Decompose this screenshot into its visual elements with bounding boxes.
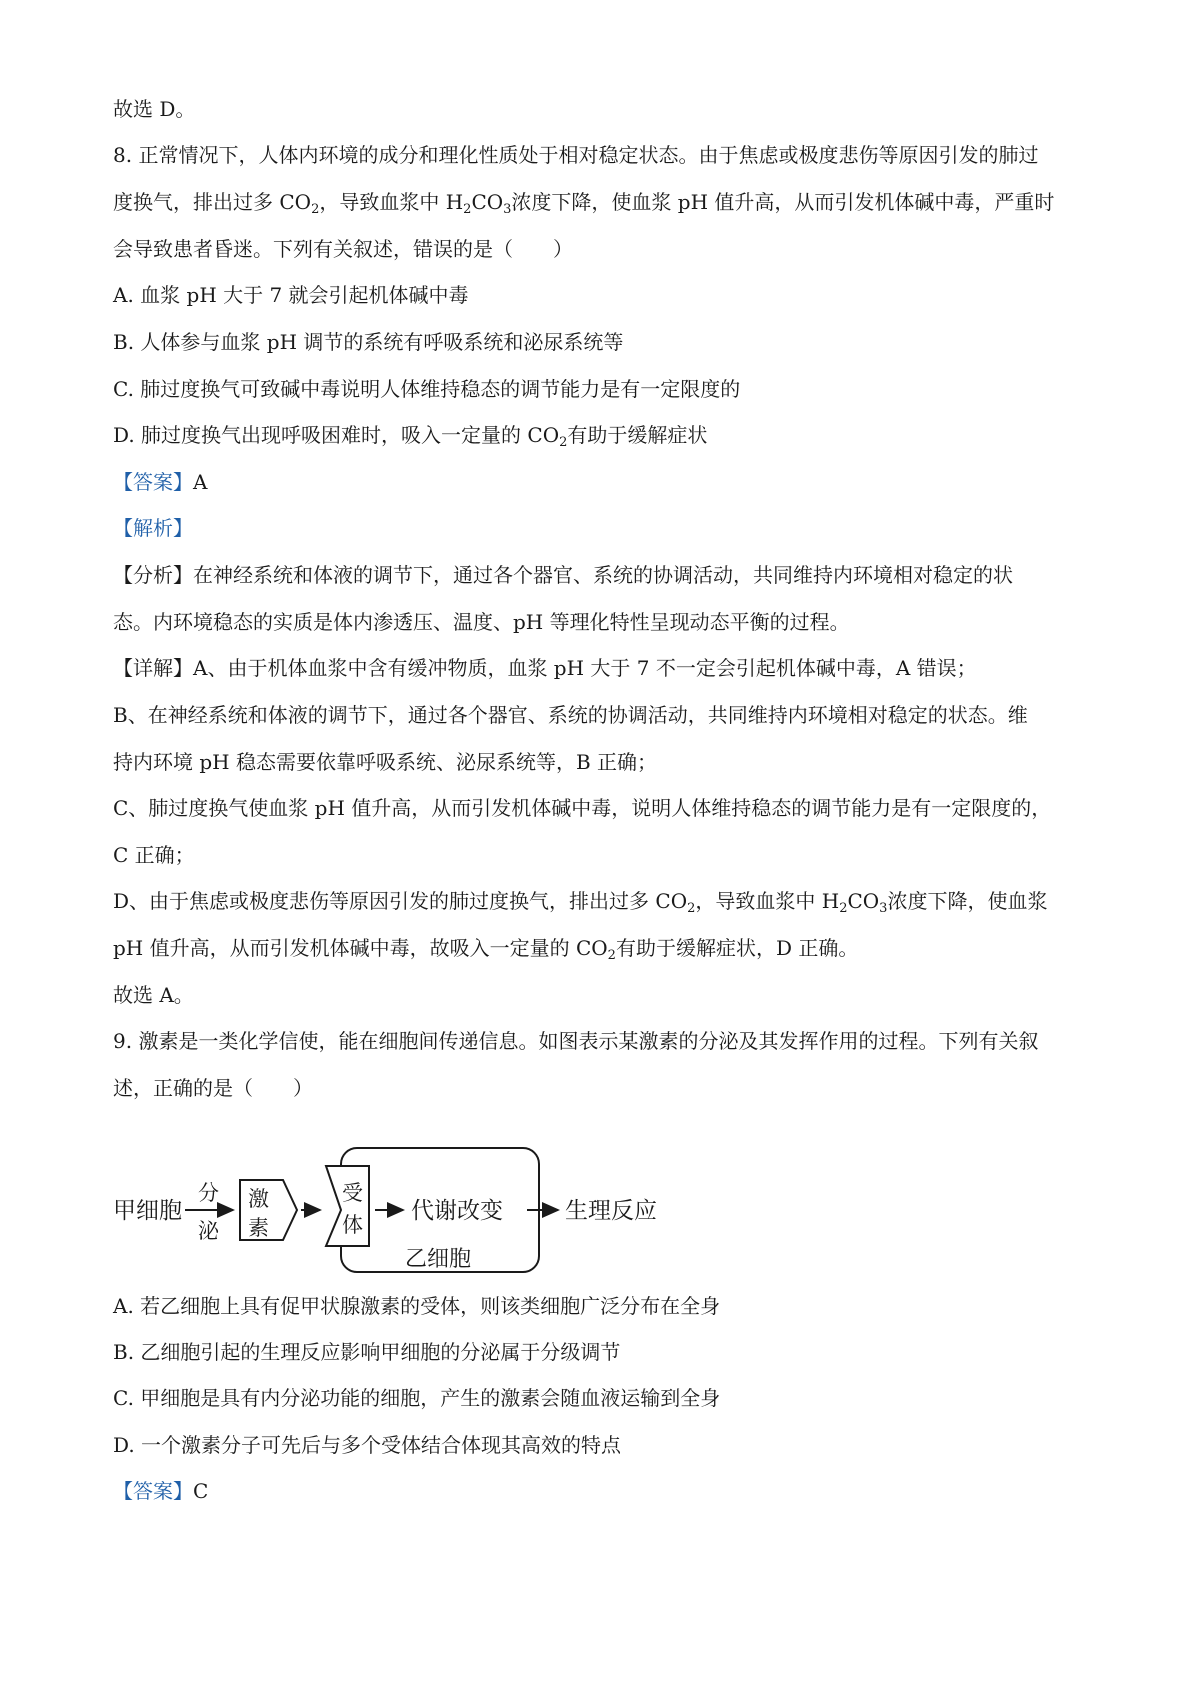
q9-option-d: D. 一个激素分子可先后与多个受体结合体现其高效的特点 xyxy=(113,1433,622,1457)
q8-option-a: A. 血浆 pH 大于 7 就会引起机体碱中毒 xyxy=(113,283,469,307)
q8-answer xyxy=(113,468,207,496)
q8-fenxi-line-2: 态。内环境稳态的实质是体内渗透压、温度、pH 等理化特性呈现动态平衡的过程。 xyxy=(113,610,850,634)
q8-conclusion: 故选 A。 xyxy=(113,983,194,1007)
q8-detail-c-line-1: C、肺过度换气使血浆 pH 值升高，从而引发机体碱中毒，说明人体维持稳态的调节能力是有一定限度的， xyxy=(113,796,1052,820)
q7-conclusion: 故选 D。 xyxy=(113,97,196,121)
hormone-label-1: 激 xyxy=(248,1187,269,1211)
q8-stem-line-3: 会导致患者昏迷。下列有关叙述，错误的是（ ） xyxy=(113,237,573,261)
q8-option-c: C. 肺过度换气可致碱中毒说明人体维持稳态的调节能力是有一定限度的 xyxy=(113,377,741,401)
q9-option-a: A. 若乙细胞上具有促甲状腺激素的受体，则该类细胞广泛分布在全身 xyxy=(113,1294,721,1318)
secrete-label-1: 分 xyxy=(198,1181,219,1205)
q8-detail-c-line-2: C 正确； xyxy=(113,843,195,867)
q8-detail-d-line-1: D、由于焦虑或极度悲伤等原因引发的肺过度换气，排出过多 $CO_2$，导致血浆中 $H_2CO_3$浓度下降，使血浆 xyxy=(113,889,1048,916)
q8-detail-b-line-2: 持内环境 pH 稳态需要依靠呼吸系统、泌尿系统等，B 正确； xyxy=(113,750,658,774)
q9-option-c: C. 甲细胞是具有内分泌功能的细胞，产生的激素会随血液运输到全身 xyxy=(113,1386,721,1410)
q8-fenxi-line-1: 【分析】在神经系统和体液的调节下，通过各个器官、系统的协调活动，共同维持内环境相对稳定的状 xyxy=(113,563,1013,587)
answer-value: C xyxy=(193,1479,209,1503)
cell-a-label: 甲细胞 xyxy=(113,1198,182,1224)
q9-stem-line-2: 述，正确的是（ ） xyxy=(113,1076,313,1100)
q8-stem-line-2: 度换气，排出过多 $CO_2$，导致血浆中 $H_2CO_3$浓度下降，使血浆 pH 值升高，从而引发机体碱中毒，严重时 xyxy=(113,190,1055,217)
q8-analysis-tag: 【解析】 xyxy=(113,516,193,540)
q8-option-d: D. 肺过度换气出现呼吸困难时，吸入一定量的 $CO_2$有助于缓解症状 xyxy=(113,423,708,450)
q8-detail-b-line-1: B、在神经系统和体液的调节下，通过各个器官、系统的协调活动，共同维持内环境相对稳定的状态。维 xyxy=(113,703,1028,727)
q9-option-b: B. 乙细胞引起的生理反应影响甲细胞的分泌属于分级调节 xyxy=(113,1340,621,1364)
q8-option-b: B. 人体参与血浆 pH 调节的系统有呼吸系统和泌尿系统等 xyxy=(113,330,624,354)
answer-tag: 【答案】 xyxy=(113,470,193,494)
q9-answer xyxy=(113,1477,208,1505)
receptor-label-1: 受 xyxy=(342,1181,363,1205)
q8-detail-a: 【详解】A、由于机体血浆中含有缓冲物质，血浆 pH 大于 7 不一定会引起机体碱中毒，A 错误； xyxy=(113,656,977,680)
q9-stem-line-1: 9. 激素是一类化学信使，能在细胞间传递信息。如图表示某激素的分泌及其发挥作用的过程。下列有关叙 xyxy=(113,1029,1039,1053)
hormone-label-2: 素 xyxy=(248,1216,269,1240)
answer-value: A xyxy=(193,470,208,494)
metabolism-label: 代谢改变 xyxy=(411,1198,503,1224)
receptor-label-2: 体 xyxy=(342,1213,363,1237)
q8-detail-d-line-2: pH 值升高，从而引发机体碱中毒，故吸入一定量的 $CO_2$有助于缓解症状，D 正确。 xyxy=(113,936,859,963)
response-label: 生理反应 xyxy=(565,1198,657,1224)
secrete-label-2: 泌 xyxy=(198,1219,219,1243)
answer-tag: 【答案】 xyxy=(113,1479,193,1503)
cell-b-label: 乙细胞 xyxy=(405,1247,472,1272)
hormone-flow-diagram xyxy=(113,1140,733,1280)
q8-stem-line-1: 8. 正常情况下，人体内环境的成分和理化性质处于相对稳定状态。由于焦虑或极度悲伤等原因引发的肺过 xyxy=(113,143,1039,167)
